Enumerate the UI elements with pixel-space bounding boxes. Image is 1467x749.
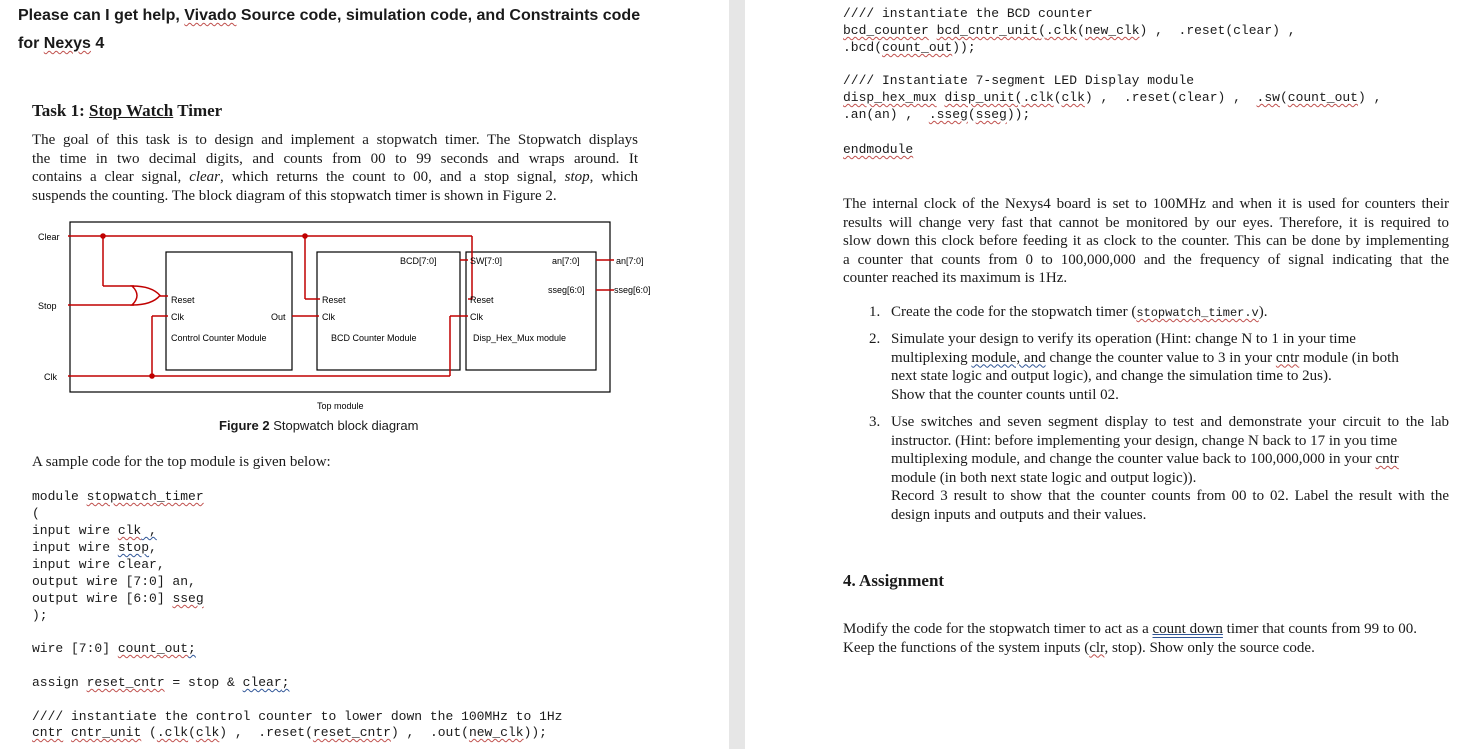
code-line: input wire clk , [32, 523, 157, 538]
code-inst-line: disp_hex_mux disp_unit(.clk(clk) , .reset(clear) , .sw(count_out) , [843, 90, 1382, 105]
clock-line: slow down this clock before feeding it as clock to the counter. This can be done by implementing [843, 233, 1449, 249]
control-reset-label: Reset [171, 295, 195, 305]
bcd-block-name: BCD Counter Module [331, 333, 417, 343]
disp-sseg-label: sseg[6:0] [548, 285, 585, 295]
bcd-clk-label: Clk [322, 312, 335, 322]
step-item: 2. Simulate your design to verify its operation (Hint: change N to 1 in your time multiplexing module, and change the counter value to 3 in your cntr module (in both next state logic and output logic), and change the simulation time to 2us). Show that the counter counts until 02. [869, 331, 1399, 403]
intro-paragraph [32, 131, 638, 205]
input-clear-label: Clear [38, 232, 60, 242]
clock-line: counter reached its maximum is 1Hz. [843, 270, 1068, 286]
clock-line: a counter that counts from 0 to 100,000,000 and the frequency of signal indicating that the [843, 251, 1449, 268]
bcd-reset-label: Reset [322, 295, 346, 305]
bcd-output-label: BCD[7:0] [400, 256, 437, 266]
disp-an-label: an[7:0] [552, 256, 580, 266]
code-line: output wire [6:0] sseg [32, 591, 204, 606]
code-comment-line: //// instantiate the control counter to lower down the 100MHz to 1Hz [32, 709, 563, 724]
input-clk-label: Clk [44, 372, 57, 382]
sample-code-intro: A sample code for the top module is given below: [32, 454, 331, 470]
code-module-line: module stopwatch_timer [32, 489, 204, 504]
control-clk-label: Clk [171, 312, 184, 322]
step-item: 3. Use switches and seven segment display to test and demonstrate your circuit to the lab instructor. (Hint: before implementing your design, change N back to 17 in you time multiplexing module, and change the counter value back to 100,000,000 in your cntr module (in both next state logic and output logic)). Record 3 result to show that the counter counts from 00 to 02. Label the result with the design inputs and outputs and their values. [869, 414, 1449, 523]
code-line: input wire stop, [32, 540, 157, 555]
question-line-1: Please can I get help, Vivado Source code, simulation code, and Constraints code [18, 7, 641, 24]
figure-caption: Figure 2 Stopwatch block diagram [219, 418, 419, 433]
code-line: ( [32, 506, 40, 521]
disp-sw-label: SW[7:0] [470, 256, 503, 266]
intro-line: suspends the counting. The block diagram of this stopwatch timer is shown in Figure 2. [32, 187, 557, 204]
stopwatch-block-diagram [30, 214, 660, 414]
code-endmodule-line: endmodule [843, 142, 914, 157]
code-line: ); [32, 608, 48, 623]
disp-clk-label: Clk [470, 312, 483, 322]
code-comment-line: //// instantiate the BCD counter [843, 6, 1093, 21]
code-comment-line: //// Instantiate 7-segment LED Display module [843, 73, 1195, 88]
code-line: output wire [7:0] an, [32, 574, 196, 589]
code-line: input wire clear, [32, 557, 165, 572]
disp-reset-label: Reset [470, 295, 494, 305]
disp-hex-mux-block [466, 252, 596, 370]
control-counter-block [166, 252, 292, 370]
step-item: 1. Create the code for the stopwatch timer (stopwatch_timer.v). [869, 304, 1268, 320]
code-inst-line: cntr cntr_unit (.clk(clk) , .reset(reset_cntr) , .out(new_clk)); [32, 725, 547, 740]
bcd-counter-block [317, 252, 460, 370]
question-line-2: for Nexys 4 [18, 35, 105, 52]
input-stop-label: Stop [38, 301, 57, 311]
task-title: Task 1: Stop Watch Timer [32, 101, 223, 120]
output-an-label: an[7:0] [616, 256, 644, 266]
control-block-name: Control Counter Module [171, 333, 267, 343]
top-module-label: Top module [317, 401, 364, 411]
code-inst-line: .an(an) , .sseg(sseg)); [843, 107, 1031, 122]
code-assign-line: assign reset_cntr = stop & clear; [32, 675, 290, 690]
top-module-box [70, 222, 610, 392]
intro-line: contains a clear signal, clear, which returns the count to 00, and a stop signal, stop, which [32, 169, 638, 185]
clock-line: results will change very fast that cannot be monitored by our eyes. Therefore, it is required to [843, 214, 1449, 231]
clock-paragraph [843, 195, 1449, 288]
control-out-label: Out [271, 312, 286, 322]
intro-line: the time in two decimal digits, and counts from 00 to 99 seconds and wraps around. It [32, 150, 638, 167]
assignment-heading: 4. Assignment [843, 571, 945, 590]
clock-line: The internal clock of the Nexys4 board is set to 100MHz and when it is used for counters their [843, 196, 1449, 212]
code-inst-line: bcd_counter bcd_cntr_unit(.clk(new_clk) , .reset(clear) , [843, 23, 1296, 38]
output-sseg-label: sseg[6:0] [614, 285, 651, 295]
intro-line: The goal of this task is to design and implement a stopwatch timer. The Stopwatch displays [32, 132, 638, 148]
code-wire-line: wire [7:0] count_out; [32, 641, 196, 656]
assignment-paragraph: Modify the code for the stopwatch timer to act as a count down timer that counts from 99 to 00. Keep the functions of the system inputs (clr, stop). Show only the source code. [843, 621, 1418, 656]
disp-block-name: Disp_Hex_Mux module [473, 333, 567, 343]
code-inst-line: .bcd(count_out)); [843, 40, 976, 55]
page-divider [729, 0, 745, 749]
